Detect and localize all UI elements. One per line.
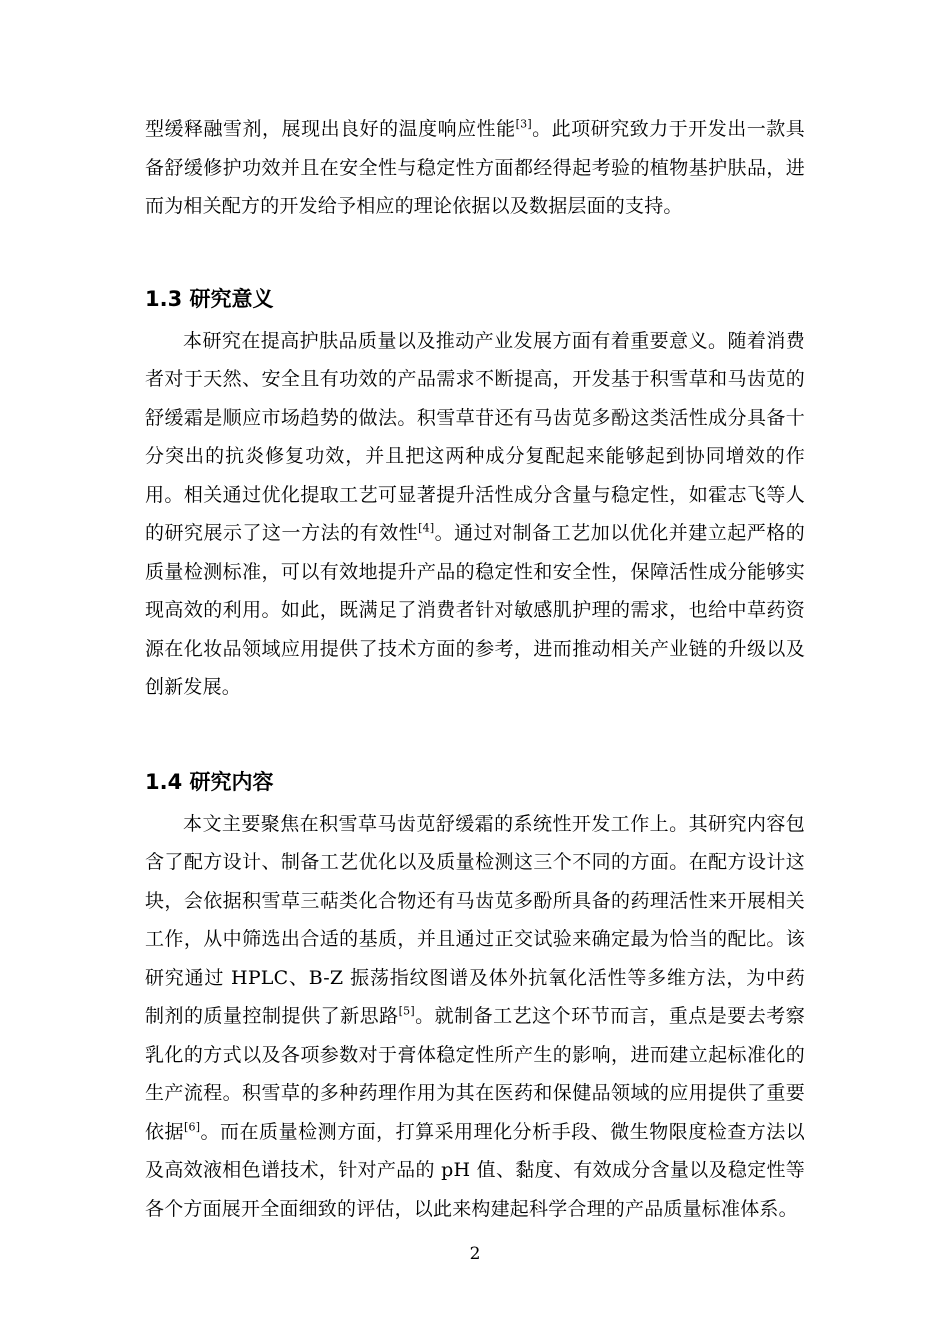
page-number: 2 bbox=[469, 1244, 481, 1264]
section-1-4-text-3: 。而在质量检测方面，打算采用理化分析手段、微生物限度检查方法以及高效液相色谱技术，针对产品的 pH 值、黏度、有效成分含量以及稳定性等各个方面展开全面细致的评估，以此来构建起科学合理的产品质量标准体系。 bbox=[145, 1120, 806, 1220]
intro-text-2: 。此项研究致力于开发出一款具备舒缓修护功效并且在安全性与稳定性方面都经得起考验的植物基护肤品，进而为相关配方的开发给予相应的理论依据以及数据层面的支持。 bbox=[145, 118, 805, 217]
section-1-4-text-2: 。就制备工艺这个环节而言，重点是要去考察乳化的方式以及各项参数对于膏体稳定性所产生的影响，进而建立起标准化的生产流程。积雪草的多种药理作用为其在医药和保健品领域的应用提供了重要依据 bbox=[145, 1005, 805, 1143]
document-body bbox=[145, 110, 805, 1228]
section-1-3-text-1: 本研究在提高护肤品质量以及推动产业发展方面有着重要意义。随着消费者对于天然、安全且有功效的产品需求不断提高，开发基于积雪草和马齿苋的舒缓霜是顺应市场趋势的做法。积雪草苷还有马齿苋多酚这类活性成分具备十分突出的抗炎修复功效，并且把这两种成分复配起来能够起到协同增效的作用。相关通过优化提取工艺可显著提升活性成分含量与稳定性，如霍志飞等人的研究展示了这一方法的有效性 bbox=[145, 329, 805, 544]
citation-3: [3] bbox=[515, 117, 532, 131]
citation-6: [6] bbox=[184, 1120, 201, 1134]
section-1-4-heading: 1.4 研究内容 bbox=[145, 769, 274, 794]
section-1-3-heading: 1.3 研究意义 bbox=[145, 286, 274, 311]
section-1-3-text-2: 。通过对制备工艺加以优化并建立起严格的质量检测标准，可以有效地提升产品的稳定性和安全性，保障活性成分能够实现高效的利用。如此，既满足了消费者针对敏感肌护理的需求，也给中草药资源在化妆品领域应用提供了技术方面的参考，进而推动相关产业链的升级以及创新发展。 bbox=[145, 522, 805, 698]
section-1-4-text-1: 本文主要聚焦在积雪草马齿苋舒缓霜的系统性开发工作上。其研究内容包含了配方设计、制备工艺优化以及质量检测这三个不同的方面。在配方设计这块，会依据积雪草三萜类化合物还有马齿苋多酚所具备的药理活性来开展相关工作，从中筛选出合适的基质，并且通过正交试验来确定最为恰当的配比。该研究通过 HPLC、B-Z 振荡指纹图谱及体外抗氧化活性等多维方法，为中药制剂的质量控制提供了新思路 bbox=[145, 812, 805, 1027]
citation-4: [4] bbox=[418, 521, 435, 535]
section-1-4-paragraph bbox=[145, 805, 805, 1229]
intro-text-1: 型缓释融雪剂，展现出良好的温度响应性能 bbox=[145, 118, 516, 140]
section-1-3-paragraph bbox=[145, 322, 805, 707]
citation-5: [5] bbox=[398, 1004, 415, 1018]
intro-paragraph bbox=[145, 110, 805, 226]
